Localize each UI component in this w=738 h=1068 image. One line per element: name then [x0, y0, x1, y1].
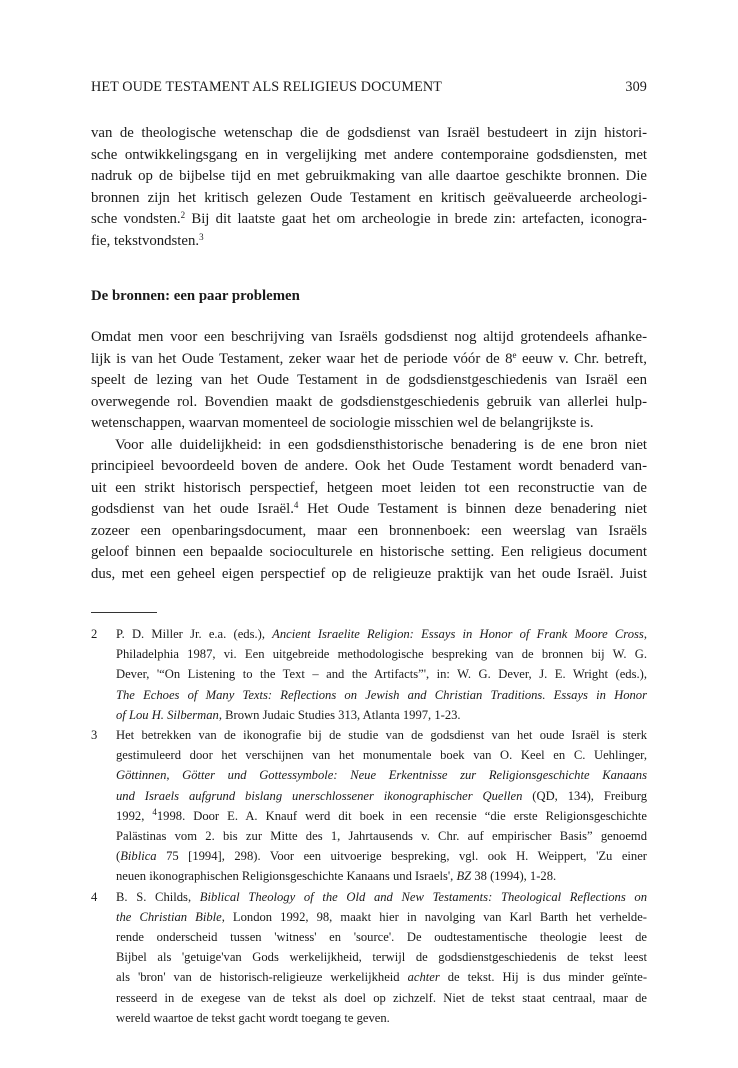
footnote-2	[91, 624, 647, 725]
footnotes	[91, 624, 647, 1028]
text-line: bronnen zijn het kritisch gelezen Oude Testament en kritisch geëvalueerde archeologi-	[91, 189, 647, 206]
page-number: 309	[625, 79, 647, 95]
text-line: principieel bevoordeeld boven de andere. Ook het Oude Testament wordt benaderd van-	[91, 458, 647, 474]
footnote-line: neuen ikonographischen Religionsgeschichte Kanaans und Israels', BZ 38 (1994), 1-28.	[116, 869, 557, 884]
footnote-line: of Lou H. Silberman, Brown Judaic Studies 313, Atlanta 1997, 1-23.	[116, 707, 461, 722]
text-line: zozeer een openbaringsdocument, maar een bronnenboek: een weerslag van Israëls	[91, 522, 647, 539]
footnote-line: als 'bron' van de historisch-religieuze werkelijkheid achter de tekst. Hij is dus minder geïnte-	[116, 970, 648, 985]
footnote-rule	[91, 612, 157, 613]
text-line: geloof binnen een bepaalde socioculturele en historische setting. Een religieus document	[91, 544, 647, 560]
footnote-line: The Echoes of Many Texts: Reflections on Jewish and Christian Traditions. Essays in Honor	[116, 687, 647, 702]
running-head-title: HET OUDE TESTAMENT ALS RELIGIEUS DOCUMENT	[91, 79, 442, 95]
footnote-line: Bijbel als 'getuige'van Gods werkelijkheid, terwijl de godsdienstgeschiedenis de tekst leest	[116, 950, 647, 965]
text-line: dus, met een geheel eigen perspectief op de religieuze praktijk van het oude Israël. Juist	[91, 565, 647, 582]
text-line: wetenschappen, waarvan momenteel de sociologie misschien wel de belangrijkste is.	[91, 415, 594, 431]
text-line: nadruk op de bijbelse tijd en met gebruikmaking van alle daartoe geschikte bronnen. Die	[91, 168, 647, 184]
intro-paragraph	[91, 123, 647, 252]
footnote-line: wereld waartoe de tekst gacht wordt toegang te geven.	[116, 1010, 390, 1025]
paragraph-1	[91, 327, 647, 435]
footnote-line: Het betrekken van de ikonografie bij de studie van de godsdienst van het oude Israël is sterk	[116, 728, 647, 743]
footnote-line: 1992, $^4$1998. Door E. A. Knauf werd dit boek in een recensie “die erste Religionsgeschichte	[116, 806, 648, 823]
footnote-number: 3	[91, 728, 98, 743]
footnote-line: Philadelphia 1987, vi. Een uitgebreide methodologische bespreking van de bronnen bij W. G.	[116, 647, 647, 662]
footnote-line: resseerd in de exegese van de tekst als doel op zichzelf. Niet de tekst staat centraal, maar de	[116, 990, 647, 1005]
footnote-ref: e	[512, 349, 517, 360]
footnote-line: Dever, '“On Listening to the Text – and the Artifacts”', in: W. G. Dever, J. E. Wright (eds.),	[116, 667, 647, 682]
text-line: Omdat men voor een beschrijving van Israëls godsdienst nog altijd grotendeels afhanke-	[91, 329, 647, 345]
footnote-line: (Biblica 75 [1994], 298). Voor een uitvoerige bespreking, vgl. ook H. Weippert, 'Zu einer	[116, 849, 647, 864]
footnote-number: 4	[91, 889, 98, 904]
text-line: speelt de lezing van het Oude Testament in de godsdienstgeschiedenis van Israël een	[91, 372, 647, 388]
footnote-ref: 2	[180, 210, 186, 220]
running-head	[91, 79, 647, 99]
text-line: Voor alle duidelijkheid: in een godsdiensthistorische benadering is de ene bron niet	[115, 436, 647, 453]
text-line: uit een strikt historisch perspectief, hetgeen moet leiden tot een reconstructie van de	[91, 479, 647, 496]
paragraph-2	[91, 435, 647, 586]
footnote-line: gestimuleerd door het verschijnen van het monumentale boek van O. Keel en C. Uehlinger,	[116, 748, 647, 763]
footnote-line: rende onderscheid tussen 'witness' en 'source'. De oudtestamentische theologie leest de	[116, 930, 647, 945]
footnote-line: the Christian Bible, London 1992, 98, maakt hier in navolging van Karl Barth het verhelde-	[116, 909, 647, 924]
footnote-number: 2	[91, 627, 98, 641]
text-line: van de theologische wetenschap die de godsdienst van Israël bestudeert in zijn histori-	[91, 125, 647, 141]
text-line: godsdienst van het oude Israël.$^4$ Het Oude Testament is binnen deze benadering niet	[91, 500, 647, 517]
text-line: sche vondsten.$^2$ Bij dit laatste gaat het om archeologie in brede zin: artefacten, iconogra-	[91, 210, 647, 227]
footnote-ref: 4	[293, 500, 299, 510]
footnote-line: und Israels aufgrund bislang unerschlossener ikonographischer Quellen (QD, 134), Freiburg	[116, 788, 647, 803]
text-line: lijk is van het Oude Testament, zeker waar het de periode vóór de 8e eeuw v. Chr. betreft,	[91, 349, 647, 367]
footnote-ref: 3	[199, 231, 204, 242]
text-line: sche ontwikkelingsgang en in vergelijking met andere contemporaine godsdiensten, met	[91, 146, 647, 163]
footnote-3	[91, 725, 647, 887]
section-heading: De bronnen: een paar problemen	[91, 288, 300, 304]
footnote-line: Göttinnen, Götter und Gottessymbole: Neue Erkentnisse zur Religionsgeschichte Kanaans	[116, 768, 647, 783]
footnote-4	[91, 887, 647, 1028]
footnote-line: Palästinas vom 2. bis zur Mitte des 1, Jahrtausends v. Chr. auf empirischer Basis” genoemd	[116, 829, 647, 844]
text-line: overwegende rol. Bovendien maakt de godsdienstgeschiedenis gebruik van allerlei hulp-	[91, 393, 647, 410]
text-line: fie, tekstvondsten.$^3$	[91, 231, 204, 249]
footnote-line: P. D. Miller Jr. e.a. (eds.), Ancient Israelite Religion: Essays in Honor of Frank Moore Cross,	[116, 627, 647, 641]
footnote-line: B. S. Childs, Biblical Theology of the Old and New Testaments: Theological Reflections on	[116, 889, 648, 904]
